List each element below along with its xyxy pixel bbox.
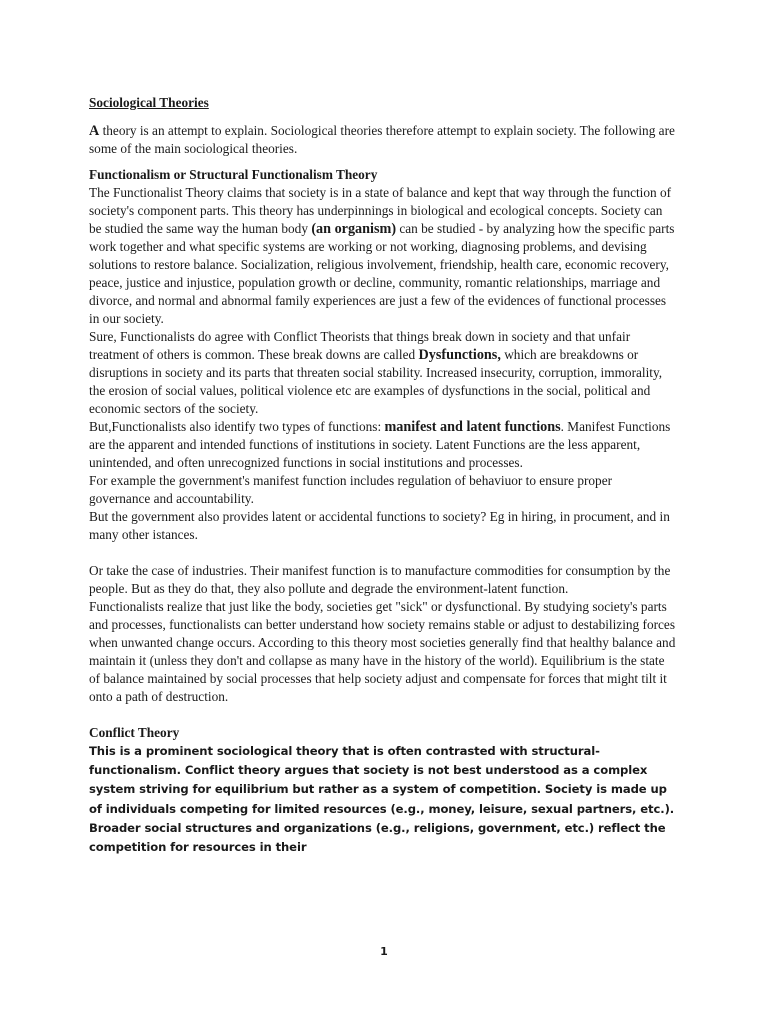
page-number: 1 <box>380 945 388 958</box>
functionalism-paragraph-6: Or take the case of industries. Their manifest function is to manufacture commodities for consumption by the people. But as they do that, they also pollute and degrade the environment-latent function. <box>89 563 671 596</box>
functionalism-paragraph-2 <box>89 328 676 418</box>
functionalism-paragraph-5: But the government also provides latent or accidental functions to society? Eg in hiring, in procument, and in many other istances. <box>89 509 670 542</box>
functionalism-paragraph-1 <box>89 184 676 328</box>
p2-bold: Dysfunctions, <box>418 347 501 363</box>
p3-bold: manifest and latent functions <box>384 419 561 435</box>
intro-text: theory is an attempt to explain. Sociological theories therefore attempt to explain society. The following are some of the main sociological theories. <box>89 123 675 156</box>
p1-bold: (an organism) <box>311 221 397 237</box>
functionalism-heading: Functionalism or Structural Functionalism Theory <box>89 167 378 182</box>
p1-text-b: can be studied - by analyzing how the specific parts work together and what specific systems are working or not working, diagnosing problems, and devising solutions to restore balance. Socialization, religious involvement, friendship, health care, economic recovery, peace, justice and injustice, population growth or decline, community, romantic relationships, marriage and divorce, and normal and abnormal family experiences are just a few of the evidences of functional processes in our society. <box>89 221 675 326</box>
conflict-paragraph: This is a prominent sociological theory that is often contrasted with structural-functionalism. Conflict theory argues that society is not best understood as a complex system striving for equilibrium but rather as a system of competition. Society is made up of individuals competing for limited resources (e.g., money, leisure, sexual partners, etc.). Broader social structures and organizations (e.g., religions, government, etc.) reflect the competition for resources in their <box>89 744 675 855</box>
intro-dropcap: A <box>89 123 100 139</box>
document-title: Sociological Theories <box>89 95 209 110</box>
conflict-heading: Conflict Theory <box>89 725 180 740</box>
p2-text-b: which are breakdowns or disruptions in society and its parts that threaten social stability. Increased insecurity, corruption, immorality, the erosion of social values, political violence etc are examples of dysfunctions in the social, political and economic sectors of the society. <box>89 347 663 416</box>
intro-paragraph <box>89 122 676 158</box>
p1-text-a: The Functionalist Theory claims that society is in a state of balance and kept that way through the function of society's component parts. This theory has underpinnings in biological and ecological concepts. Society can be studied the same way the human body <box>89 185 672 236</box>
p2-text-a: Sure, Functionalists do agree with Conflict Theorists that things break down in society and that unfair treatment of others is common. These break downs are called <box>89 329 631 362</box>
p3-text-b: . Manifest Functions are the apparent and intended functions of institutions in society. Latent Functions are the less apparent, unintended, and often unrecognized functions in social institutions and processes. <box>89 419 671 470</box>
p3-text-a: But,Functionalists also identify two types of functions: <box>89 419 385 434</box>
functionalism-paragraph-7: Functionalists realize that just like the body, societies get "sick" or dysfunctional. By studying society's parts and processes, functionalists can better understand how society remains stable or adjust to destabilizing forces when unwanted change occurs. According to this theory most societies generally find that healthy balance and maintain it (unless they don't and collapse as many have in the history of the world). Equilibrium is the state of balance maintained by social processes that help society adjust and compensate for forces that might tilt it onto a path of destruction. <box>89 599 676 704</box>
functionalism-paragraph-4: For example the government's manifest function includes regulation of behaviuor to ensure proper governance and accountability. <box>89 473 613 506</box>
functionalism-paragraph-3 <box>89 418 676 472</box>
